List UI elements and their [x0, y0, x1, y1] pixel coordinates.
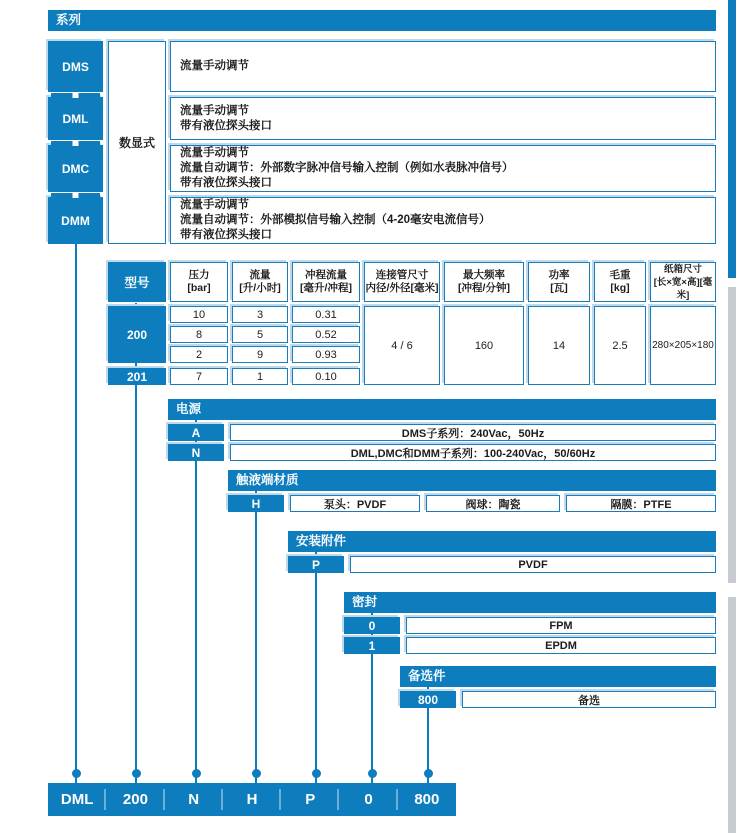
material-value-diaphragm: [566, 495, 716, 512]
desc-line: 流量手动调节: [180, 60, 249, 72]
series-section-header: [48, 10, 716, 31]
spec-value: 5: [256, 328, 264, 341]
spec-value: 10: [192, 308, 206, 321]
spec-model-201: [108, 368, 166, 385]
series-code-dml: [48, 97, 103, 140]
page-edge-strip-gray: [728, 287, 736, 583]
connector-dot: [192, 769, 201, 778]
value-label: DMS子系列：240Vac，50Hz: [401, 427, 545, 440]
spec-cell: [232, 346, 288, 363]
connector-line-mounting: [315, 552, 317, 783]
connector-line-material: [255, 491, 257, 783]
connector-dot: [252, 769, 261, 778]
desc-line: 带有液位探头接口: [180, 177, 272, 189]
order-segment-label: DML: [60, 791, 94, 808]
order-segment-power: [165, 783, 223, 816]
seal-code-0: [344, 617, 400, 634]
spec-cell: [292, 326, 360, 343]
spec-value: 1: [256, 370, 264, 383]
spec-value: 2.5: [612, 339, 628, 352]
material-value-valve-ball: [426, 495, 560, 512]
spec-merged-weight: [594, 306, 646, 385]
spec-cell: [232, 306, 288, 323]
spec-col-header-stroke-volume: [292, 262, 360, 302]
series-section-title: 系列: [56, 13, 82, 27]
spec-value: 280×205×180: [652, 340, 714, 351]
spec-value: 4 / 6: [391, 339, 413, 352]
spec-col-header-power: [528, 262, 590, 302]
header-line: 压力: [188, 269, 210, 281]
connector-dot: [424, 769, 433, 778]
desc-line: 流量手动调节: [180, 147, 249, 159]
order-segment-material: [223, 783, 281, 816]
series-subtype-label: 数显式: [118, 136, 155, 150]
option-code-800: [400, 691, 456, 708]
spec-cell: [292, 368, 360, 385]
header-line: 最大频率: [463, 269, 505, 281]
code-label: 800: [417, 692, 439, 707]
code-label: N: [191, 445, 201, 460]
connector-line-series: [75, 244, 77, 783]
code-label: H: [251, 496, 261, 511]
seal-code-1: [344, 637, 400, 654]
series-code-dmm: [48, 197, 103, 244]
spec-col-header-weight: [594, 262, 646, 302]
material-code-h: [228, 495, 284, 512]
section-title: 电源: [176, 402, 202, 416]
series-cell-link: [51, 193, 100, 198]
spec-col-header-flow: [232, 262, 288, 302]
header-line: [长×宽×高][毫米]: [653, 276, 713, 301]
series-desc-dmm: [170, 197, 716, 244]
order-segment-option: [398, 783, 456, 816]
order-segment-seal: [339, 783, 397, 816]
desc-line: 带有液位探头接口: [180, 119, 272, 132]
header-line: [冲程/分钟]: [458, 282, 510, 294]
header-line: 功率: [548, 269, 570, 281]
order-segment-label: N: [188, 791, 200, 808]
seal-value-epdm: [406, 637, 716, 654]
series-code-label: DMS: [62, 59, 89, 74]
series-code-label: DMM: [61, 213, 90, 228]
spec-merged-tube-size: [364, 306, 440, 385]
header-line: [kg]: [610, 282, 630, 294]
spec-col-header-max-frequency: [444, 262, 524, 302]
code-label: 1: [368, 638, 376, 653]
power-value-a: [230, 424, 716, 441]
power-code-a: [168, 424, 224, 441]
order-code-bar: [48, 783, 456, 816]
spec-model-200: [108, 306, 166, 363]
section-title: 安装附件: [296, 534, 347, 548]
series-desc-dml: [170, 97, 716, 140]
spec-value: 0.31: [315, 308, 337, 321]
code-label: P: [311, 557, 320, 572]
section-title: 触液端材质: [236, 473, 299, 487]
mounting-value: [350, 556, 716, 573]
spec-col-header-tube-size: [364, 262, 440, 302]
header-line: 内径/外径[毫米]: [365, 282, 439, 294]
value-label: 泵头：PVDF: [323, 498, 387, 511]
series-desc-dmc: [170, 145, 716, 192]
spec-merged-power: [528, 306, 590, 385]
spec-cell: [232, 326, 288, 343]
page-edge-strip-blue: [728, 0, 736, 278]
page-edge-strip-gray: [728, 597, 736, 833]
header-line: 连接管尺寸: [375, 269, 429, 281]
spec-value: 2: [195, 348, 203, 361]
spec-merged-carton-size: [650, 306, 716, 385]
order-segment-model: [106, 783, 164, 816]
header-line: 流量: [249, 269, 271, 281]
header-line: 纸箱尺寸: [663, 263, 702, 275]
connector-dot: [368, 769, 377, 778]
spec-col-header-pressure: [170, 262, 228, 302]
power-section-header: [168, 399, 716, 420]
series-code-dmc: [48, 145, 103, 192]
power-value-n: [230, 444, 716, 461]
spec-cell: [232, 368, 288, 385]
series-code-dms: [48, 41, 103, 92]
header-line: 冲程流量: [305, 269, 347, 281]
order-segment-label: 200: [122, 791, 148, 808]
desc-line: 流量自动调节：外部模拟信号输入控制（4-20毫安电流信号）: [180, 214, 491, 226]
mounting-code-p: [288, 556, 344, 573]
order-segment-series: [48, 783, 106, 816]
seal-section-header: [344, 592, 716, 613]
desc-line: 流量手动调节: [180, 199, 249, 211]
spec-value: 7: [195, 370, 203, 383]
spec-cell: [170, 306, 228, 323]
order-segment-label: 800: [414, 791, 440, 808]
value-label: DML,DMC和DMM子系列：100-240Vac，50/60Hz: [350, 447, 596, 460]
option-value: [462, 691, 716, 708]
series-desc-dms: [170, 41, 716, 92]
header-line: [毫升/冲程]: [300, 282, 352, 294]
header-line: [升/小时]: [239, 282, 281, 294]
spec-cell: [292, 306, 360, 323]
spec-value: 3: [256, 308, 264, 321]
series-cell-link: [51, 93, 100, 98]
value-label: 隔膜：PTFE: [610, 498, 672, 511]
spec-merged-max-frequency: [444, 306, 524, 385]
spec-value: 9: [256, 348, 264, 361]
header-line: [瓦]: [550, 282, 568, 294]
spec-col-header-carton-size: [650, 262, 716, 302]
spec-model-header-label: 型号: [124, 276, 150, 290]
series-cell-link: [51, 141, 100, 146]
spec-cell: [170, 346, 228, 363]
header-line: 毛重: [609, 269, 631, 281]
header-line: [bar]: [187, 282, 211, 294]
code-label: 0: [368, 618, 376, 633]
spec-cell: [170, 326, 228, 343]
spec-value: 0.93: [315, 348, 337, 361]
mounting-section-header: [288, 531, 716, 552]
spec-cell: [170, 368, 228, 385]
order-segment-label: H: [246, 791, 258, 808]
order-segment-label: 0: [364, 791, 373, 808]
spec-model-header: [108, 262, 166, 302]
power-code-n: [168, 444, 224, 461]
connector-dot: [132, 769, 141, 778]
spec-value: 160: [474, 339, 494, 352]
spec-value: 14: [552, 339, 566, 352]
section-title: 备选件: [408, 669, 446, 683]
value-label: 阀球：陶瓷: [465, 498, 521, 511]
code-label: A: [191, 425, 201, 440]
model-label: 201: [126, 369, 148, 384]
material-value-pump-head: [290, 495, 420, 512]
model-label: 200: [126, 327, 148, 342]
seal-value-fpm: [406, 617, 716, 634]
order-segment-mounting: [281, 783, 339, 816]
connector-dot: [312, 769, 321, 778]
desc-line: 流量自动调节：外部数字脉冲信号输入控制（例如水表脉冲信号）: [180, 162, 514, 174]
series-code-label: DML: [62, 111, 89, 126]
spec-value: 8: [195, 328, 203, 341]
series-code-label: DMC: [61, 161, 90, 176]
value-label: 备选: [578, 694, 600, 707]
value-label: PVDF: [518, 558, 548, 571]
material-section-header: [228, 470, 716, 491]
spec-cell: [292, 346, 360, 363]
desc-line: 流量手动调节: [180, 104, 249, 117]
value-label: FPM: [549, 619, 573, 632]
section-title: 密封: [352, 595, 378, 609]
series-subtype-cell: [108, 41, 166, 244]
connector-dot: [72, 769, 81, 778]
connector-line-power: [195, 420, 197, 783]
option-section-header: [400, 666, 716, 687]
spec-value: 0.52: [315, 328, 337, 341]
desc-line: 带有液位探头接口: [180, 229, 272, 241]
order-segment-label: P: [305, 791, 316, 808]
spec-value: 0.10: [315, 370, 337, 383]
value-label: EPDM: [545, 639, 577, 652]
